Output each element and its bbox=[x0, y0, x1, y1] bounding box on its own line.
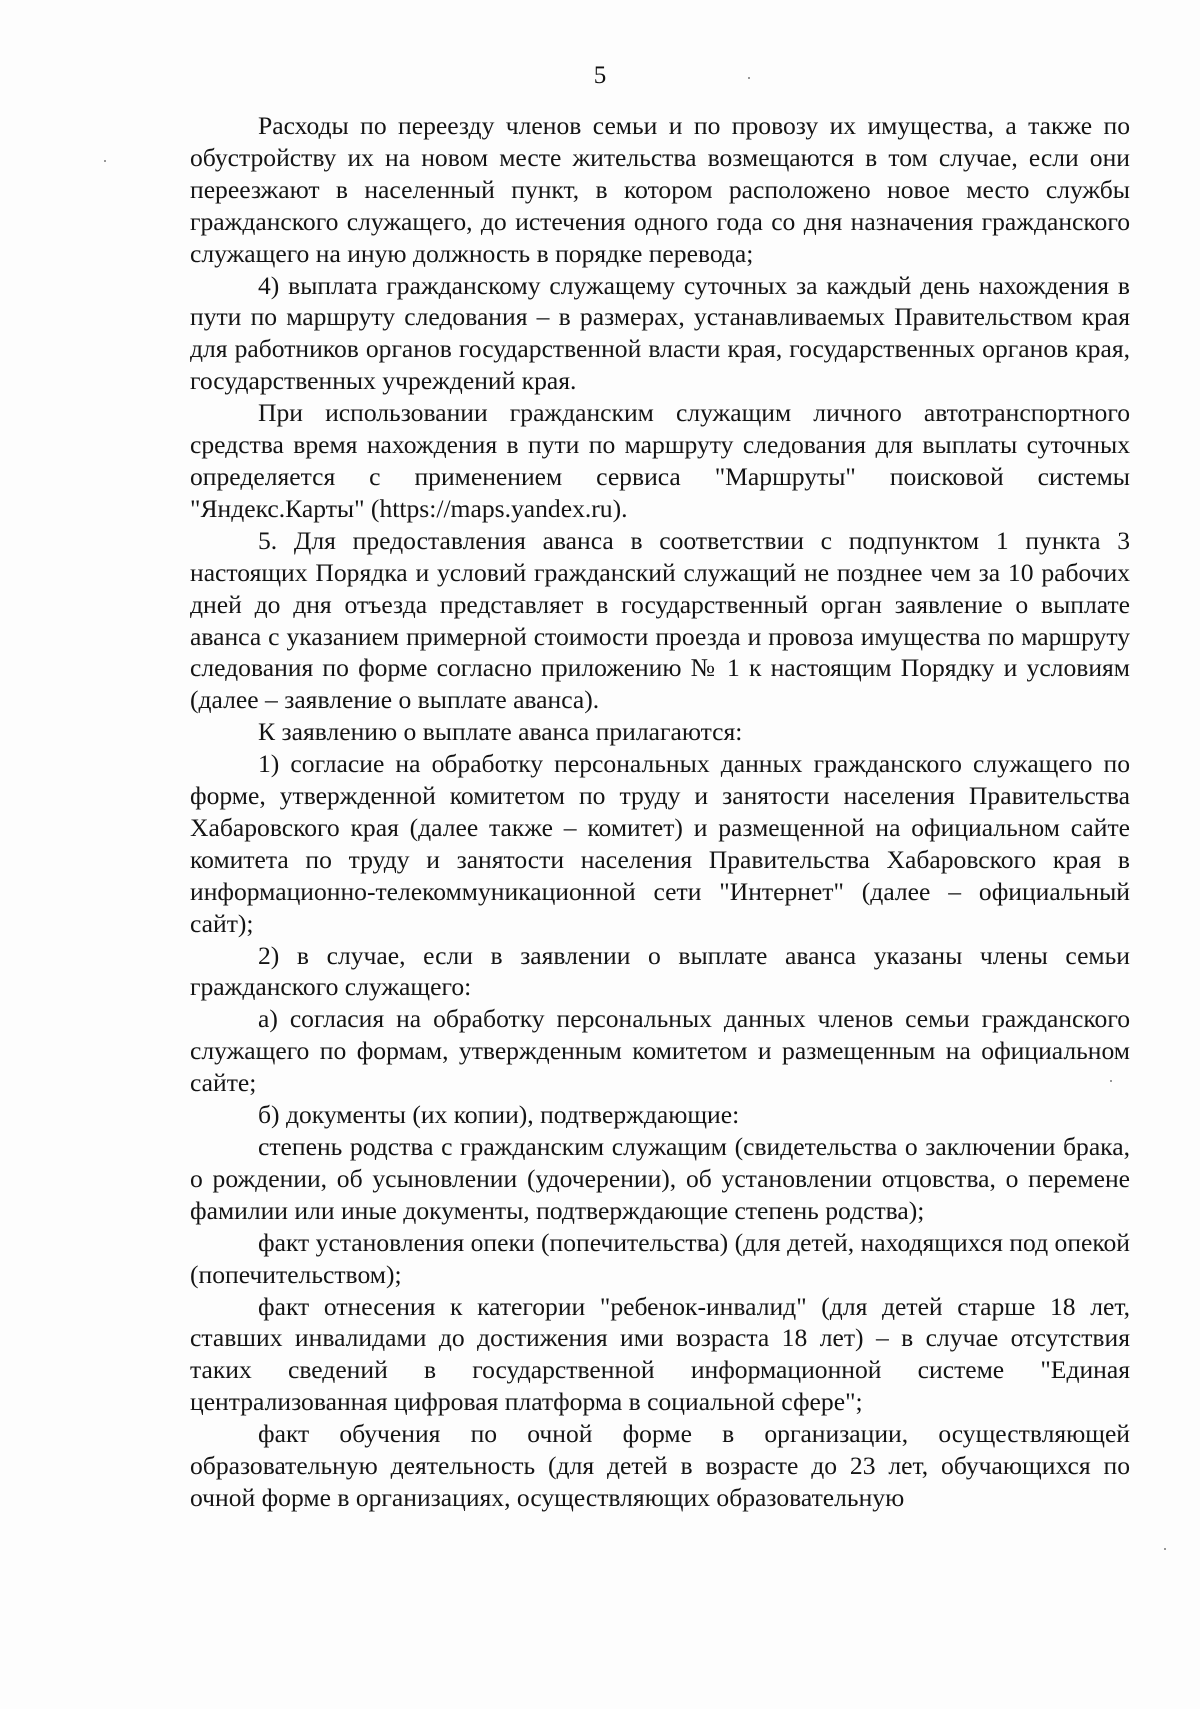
page-number: 5 bbox=[593, 62, 607, 89]
paragraph-subitem-a-consents: а) согласия на обработку персональных данных членов семьи гражданского служащего по формам, утвержденным комитетом и размещенным на официальном сайте; bbox=[190, 1004, 1130, 1098]
paragraph-kinship: степень родства с гражданским служащим (свидетельства о заключении брака, о рождении, об усыновлении (удочерении), об установлении отцовства, о перемене фамилии или иные документы, подтверждающие степень родства); bbox=[190, 1132, 1130, 1225]
scan-speck bbox=[748, 77, 750, 79]
scan-speck bbox=[1164, 1548, 1166, 1550]
paragraph-item-5-advance: 5. Для предоставления аванса в соответствии с подпунктом 1 пункта 3 настоящих Порядка и условий гражданский служащий не позднее чем за 10 рабочих дней до дня отъезда представляет в государственный орган заявление о выплате аванса с указанием примерной стоимости проезда и провоза имущества по маршруту следования по форме согласно приложению № 1 к настоящим Порядку и условиям (далее – заявление о выплате аванса). bbox=[190, 525, 1130, 715]
scan-speck bbox=[104, 160, 106, 162]
document-body bbox=[190, 110, 1130, 1514]
paragraph-disabled-child: факт отнесения к категории "ребенок-инвалид" (для детей старше 18 лет, ставших инвалидами до достижения ими возраста 18 лет) – в случае отсутствия таких сведений в государственной информационной системе "Единая централизованная цифровая платформа в социальной сфере"; bbox=[190, 1291, 1130, 1417]
paragraph-subitem-b-documents: б) документы (их копии), подтверждающие: bbox=[258, 1100, 740, 1130]
paragraph-guardianship: факт установления опеки (попечительства) (для детей, находящихся под опекой (попечительством); bbox=[190, 1227, 1130, 1289]
paragraph-family-relocation-expenses: Расходы по переезду членов семьи и по провозу их имущества, а также по обустройству их на новом месте жительства возмещаются в том случае, если они переезжают в населенный пункт, в котором расположено новое место службы гражданского служащего, до истечения одного года со дня назначения гражданского служащего на иную должность в порядке перевода; bbox=[190, 111, 1130, 268]
paragraph-attachments-intro: К заявлению о выплате аванса прилагаются: bbox=[258, 717, 743, 747]
paragraph-attachment-1-consent: 1) согласие на обработку персональных данных гражданского служащего по форме, утвержденной комитетом по труду и занятости населения Правительства Хабаровского края (далее также – комитет) и размещенной на официальном сайте комитета по труду и занятости населения Правительства Хабаровского края в информационно-телекоммуникационной сети "Интернет" (далее – официальный сайт); bbox=[190, 749, 1130, 938]
scan-speck bbox=[1110, 1080, 1112, 1082]
paragraph-full-time-study: факт обучения по очной форме в организации, осуществляющей образовательную деятельность (для детей в возрасте до 23 лет, обучающихся по очной форме в организациях, осуществляющих образовательную bbox=[190, 1419, 1130, 1512]
paragraph-attachment-2-family: 2) в случае, если в заявлении о выплате аванса указаны члены семьи гражданского служащего: bbox=[190, 940, 1130, 1002]
paragraph-item-4-daily-allowance: 4) выплата гражданскому служащему суточных за каждый день нахождения в пути по маршруту следования – в размерах, устанавливаемых Правительством края для работников органов государственной власти края, государственных органов края, государственных учреждений края. bbox=[190, 270, 1130, 396]
paragraph-personal-vehicle: При использовании гражданским служащим личного автотранспортного средства время нахождения в пути по маршруту следования для выплаты суточных определяется с применением сервиса "Маршруты" поисковой системы "Яндекс.Карты" (https://maps.yandex.ru). bbox=[190, 398, 1130, 523]
